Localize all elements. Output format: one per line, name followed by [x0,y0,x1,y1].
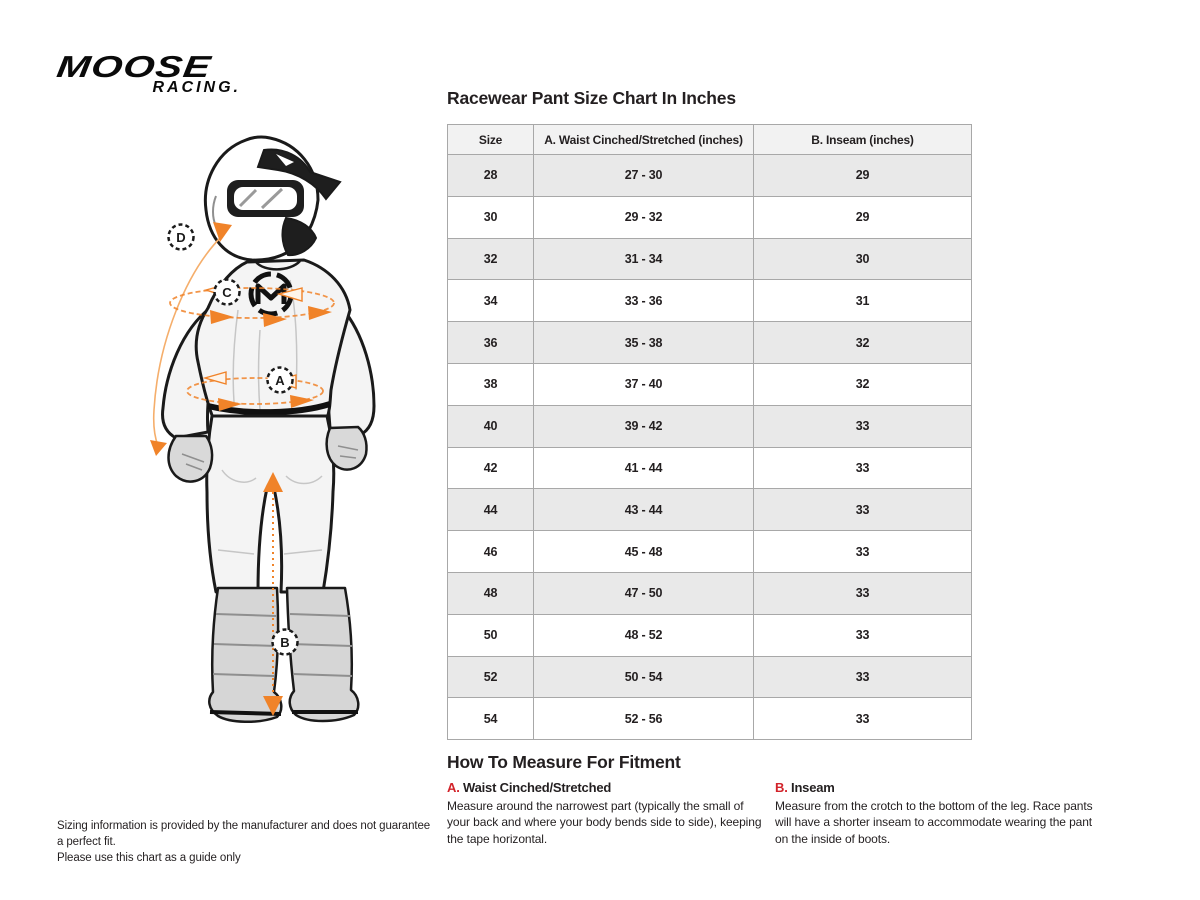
table-row [448,656,972,698]
waist-cell: 48 - 52 [534,614,754,656]
marker-b [273,630,298,655]
waist-cell: 50 - 54 [534,656,754,698]
size-cell: 28 [448,155,534,197]
size-chart-title: Racewear Pant Size Chart In Inches [447,88,736,108]
inseam-cell: 33 [754,531,972,573]
table-row [448,322,972,364]
measure-waist-letter: A. [447,780,460,795]
measure-waist-title: A. Waist Cinched/Stretched [447,780,612,795]
column-header-inseam: B. Inseam (inches) [754,125,972,155]
brand-logo [54,46,257,97]
size-cell: 30 [448,196,534,238]
size-cell: 36 [448,322,534,364]
inseam-cell: 32 [754,363,972,405]
waist-cell: 47 - 50 [534,572,754,614]
svg-text:D: D [176,230,186,245]
marker-d [169,225,194,250]
size-table-body [448,155,972,740]
inseam-cell: 33 [754,489,972,531]
inseam-cell: 33 [754,447,972,489]
inseam-cell: 31 [754,280,972,322]
waist-cell: 27 - 30 [534,155,754,197]
size-cell: 48 [448,572,534,614]
inseam-cell: 33 [754,614,972,656]
rider-pants [207,416,334,592]
rider-measurement-figure [50,110,430,770]
table-row [448,405,972,447]
table-row [448,531,972,573]
rider-helmet [205,137,340,260]
rider-left-glove [169,436,213,482]
table-row [448,489,972,531]
size-cell: 40 [448,405,534,447]
table-row [448,155,972,197]
waist-cell: 37 - 40 [534,363,754,405]
brand-logo-racing: RACING. [152,79,241,96]
size-cell: 50 [448,614,534,656]
size-cell: 52 [448,656,534,698]
table-header-row [448,125,972,155]
waist-cell: 33 - 36 [534,280,754,322]
inseam-cell: 32 [754,322,972,364]
marker-c [215,280,240,305]
inseam-cell: 29 [754,196,972,238]
waist-cell: 43 - 44 [534,489,754,531]
brand-logo-moose: MOOSE [54,49,214,84]
waist-cell: 29 - 32 [534,196,754,238]
disclaimer-line-1: Sizing information is provided by the manufacturer and does not guarantee a perfect fit. [57,820,431,849]
measure-waist-text: Measure around the narrowest part (typically the small of your back and where your body bends side to side), keeping the tape horizontal. [447,799,762,846]
waist-cell: 39 - 42 [534,405,754,447]
table-row [448,447,972,489]
table-row [448,572,972,614]
waist-cell: 35 - 38 [534,322,754,364]
inseam-cell: 33 [754,572,972,614]
svg-text:C: C [222,285,232,300]
inseam-cell: 33 [754,656,972,698]
table-row [448,363,972,405]
inseam-cell: 33 [754,405,972,447]
measure-item-inseam [775,780,1097,847]
measure-inseam-title: B. Inseam [775,780,835,795]
waist-cell: 52 - 56 [534,698,754,740]
inseam-cell: 29 [754,155,972,197]
measure-inseam-letter: B. [775,780,788,795]
disclaimer-line-2: Please use this chart as a guide only [57,852,241,865]
waist-cell: 41 - 44 [534,447,754,489]
waist-cell: 45 - 48 [534,531,754,573]
table-row [448,614,972,656]
measure-heading: How To Measure For Fitment [447,752,681,772]
sizing-disclaimer [57,818,437,866]
waist-cell: 31 - 34 [534,238,754,280]
svg-text:B: B [280,635,290,650]
inseam-cell: 33 [754,698,972,740]
size-cell: 54 [448,698,534,740]
inseam-cell: 30 [754,238,972,280]
size-cell: 38 [448,363,534,405]
table-row [448,698,972,740]
marker-a [268,368,293,393]
size-cell: 32 [448,238,534,280]
column-header-size: Size [448,125,534,155]
table-row [448,238,972,280]
measure-item-waist [447,780,765,847]
column-header-waist: A. Waist Cinched/Stretched (inches) [534,125,754,155]
table-row [448,196,972,238]
measure-inseam-text: Measure from the crotch to the bottom of the leg. Race pants will have a shorter inseam to accommodate wearing the pant on the inside of boots. [775,799,1093,846]
svg-text:A: A [275,373,285,388]
size-cell: 42 [448,447,534,489]
table-row [448,280,972,322]
size-cell: 34 [448,280,534,322]
size-chart-table [447,124,972,740]
size-cell: 46 [448,531,534,573]
size-cell: 44 [448,489,534,531]
rider-right-boot [287,588,358,721]
